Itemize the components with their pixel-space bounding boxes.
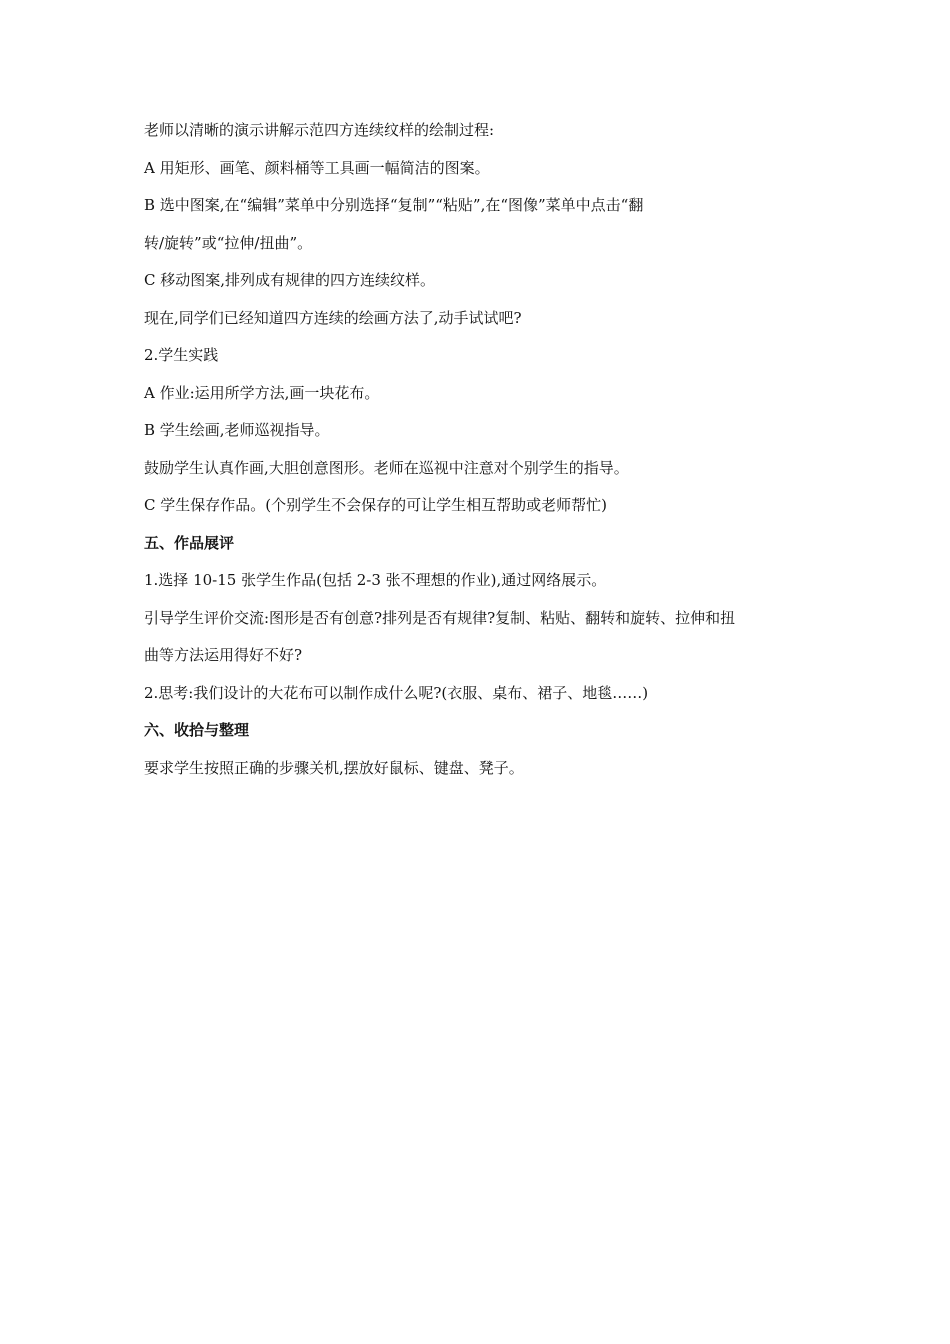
document-body [144,112,816,787]
paragraph-step-c: C 移动图案,排列成有规律的四方连续纹样。 [144,271,436,289]
paragraph-step-b: B 选中图案,在“编辑”菜单中分别选择“复制”“粘贴”,在“图像”菜单中点击“翻 [144,196,644,214]
paragraph-select-works: 1.选择 10-15 张学生作品(包括 2-3 张不理想的作业),通过网络展示。 [144,571,607,589]
subheading-student-practice: 2.学生实践 [144,346,219,364]
paragraph-think: 2.思考:我们设计的大花布可以制作成什么呢?(衣服、桌布、裙子、地毯……) [144,683,649,702]
paragraph-guide-evaluation-continued: 曲等方法运用得好不好? [144,646,303,664]
paragraph-shutdown: 要求学生按照正确的步骤关机,摆放好鼠标、键盘、凳子。 [144,758,524,777]
paragraph-try-it: 现在,同学们已经知道四方连续的绘画方法了,动手试试吧? [144,308,522,327]
paragraph-assignment: A 作业:运用所学方法,画一块花布。 [144,383,380,402]
paragraph-encourage: 鼓励学生认真作画,大胆创意图形。老师在巡视中注意对个别学生的指导。 [144,458,629,477]
paragraph-student-drawing: B 学生绘画,老师巡视指导。 [144,421,330,439]
paragraph-step-b-continued: 转/旋转”或“拉伸/扭曲”。 [144,233,313,252]
paragraph-guide-evaluation: 引导学生评价交流:图形是否有创意?排列是否有规律?复制、粘贴、翻转和旋转、拉伸和扭 [144,608,736,627]
section-heading-tidy-up: 六、收拾与整理 [144,721,250,739]
paragraph-demo-intro: 老师以清晰的演示讲解示范四方连续纹样的绘制过程: [144,121,495,139]
paragraph-save-work: C 学生保存作品。(个别学生不会保存的可让学生相互帮助或老师帮忙) [144,496,607,514]
section-heading-review: 五、作品展评 [144,533,235,552]
paragraph-step-a: A 用矩形、画笔、颜料桶等工具画一幅简洁的图案。 [144,158,490,177]
